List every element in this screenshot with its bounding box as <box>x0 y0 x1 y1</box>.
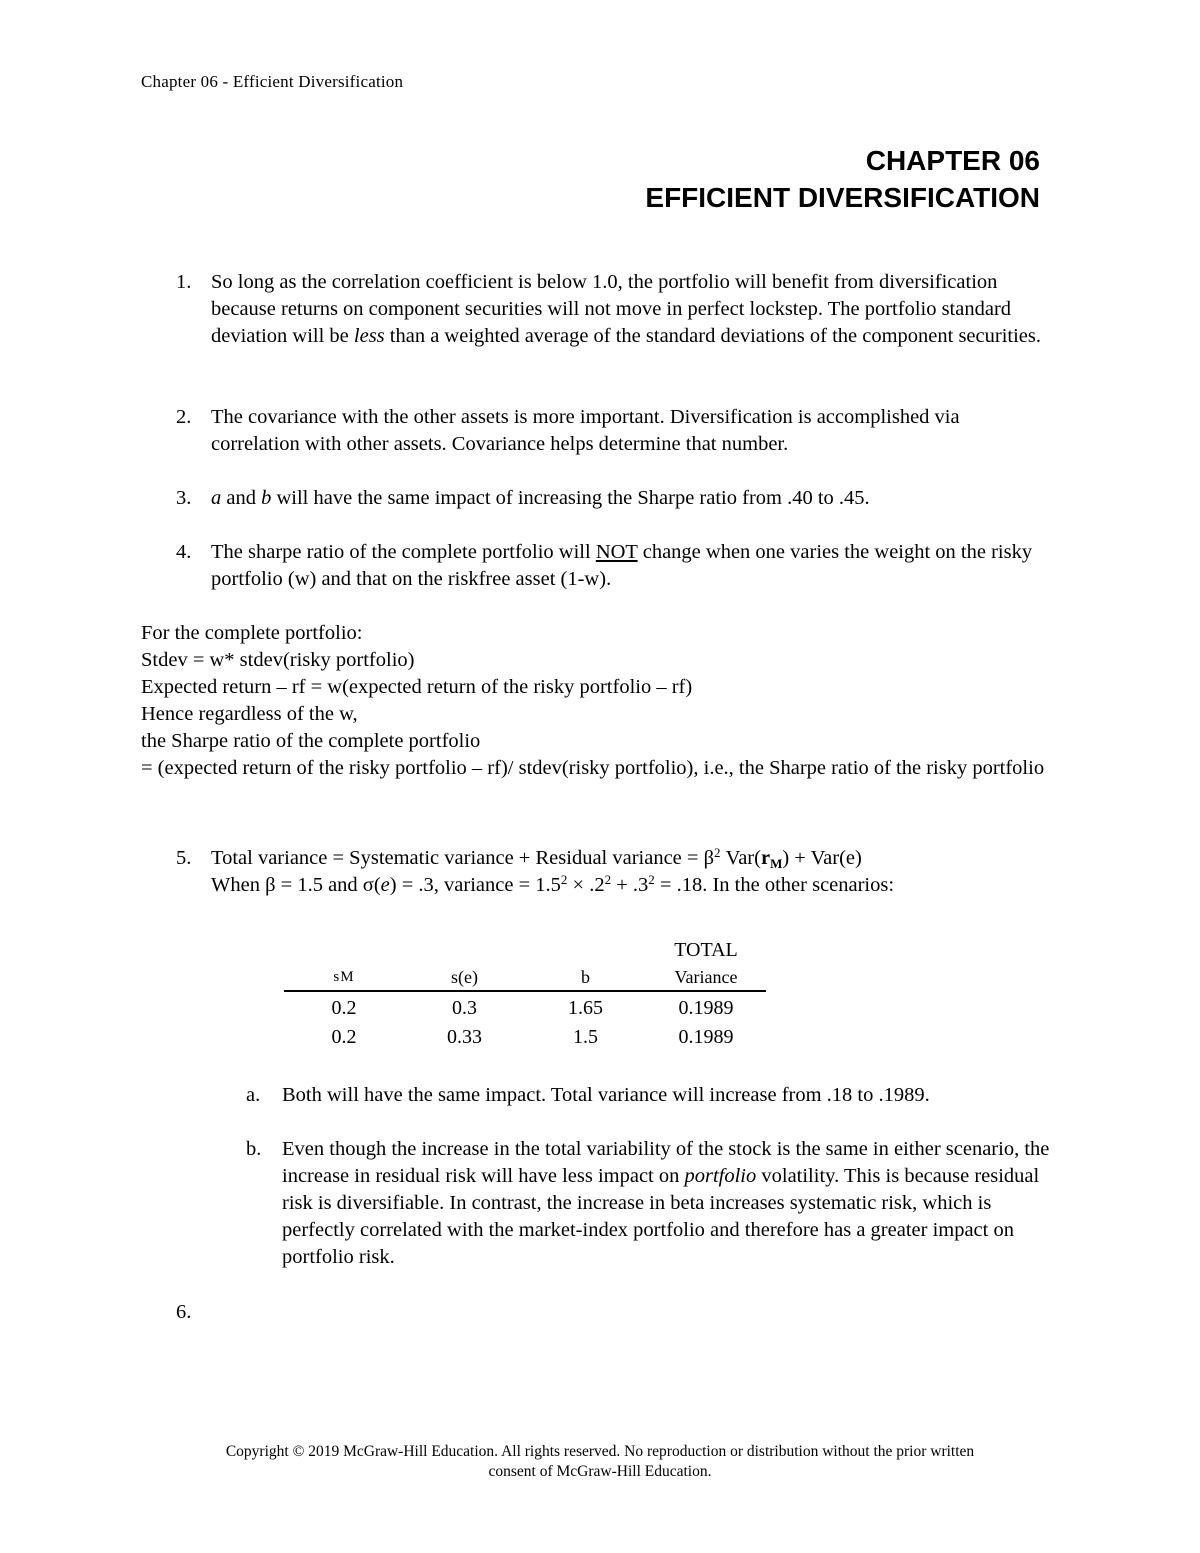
sub-b-emphasis: portfolio <box>684 1165 757 1187</box>
header-b: b <box>581 967 590 987</box>
table-top-header-row <box>284 936 766 964</box>
footer-line-1: Copyright © 2019 McGraw-Hill Education. All rights reserved. No reproduction or distribution without the prior written <box>225 1443 975 1460</box>
item-6-number: 6. <box>176 1301 192 1323</box>
item-4-not: NOT <box>595 541 638 563</box>
cell-variance: 0.1989 <box>678 1026 734 1048</box>
item-2-text: The covariance with the other assets is more important. Diversification is accomplished via correlation with other assets. Covariance helps determine that number. <box>211 406 960 455</box>
variance-table <box>284 936 766 1050</box>
table-row <box>284 992 766 1021</box>
item-1-text <box>211 269 1051 350</box>
header-se: s(e) <box>451 967 478 987</box>
table-header-row <box>284 964 766 992</box>
item-5-line-1: Total variance = Systematic variance + Residual variance = $\beta^2$ $Var(r_M) + Var(e)$ <box>211 845 862 871</box>
item-3-and: and <box>226 487 256 509</box>
item-3-text <box>211 485 1051 512</box>
explanation-line-3: Expected return – rf = w(expected return of the risky portfolio – rf) <box>141 676 693 698</box>
cell-se: 0.3 <box>452 997 477 1019</box>
item-3-tail: will have the same impact of increasing the Sharpe ratio from .40 to .45. <box>276 487 870 509</box>
cell-variance: 0.1989 <box>678 997 734 1019</box>
chapter-title: EFFICIENT DIVERSIFICATION <box>645 182 1040 213</box>
table-row <box>284 1021 766 1050</box>
item-3-b: b <box>261 487 272 509</box>
cell-sm: 0.2 <box>331 1026 357 1048</box>
running-header: Chapter 06 - Efficient Diversification <box>141 72 404 91</box>
explanation-block <box>141 620 1051 782</box>
item-4-pre: The sharpe ratio of the complete portfolio will <box>211 541 591 563</box>
item-5-text <box>211 845 1051 899</box>
header-variance: Variance <box>674 967 738 987</box>
item-1-tail: than a weighted average of the standard deviations of the component securities. <box>389 325 1041 347</box>
item-3-number: 3. <box>176 487 192 509</box>
explanation-line-6: = (expected return of the risky portfolio – rf)/ stdev(risky portfolio), i.e., the Sharpe ratio of the risky portfolio <box>141 757 1045 779</box>
item-4-post: change when one varies the weight on the risky portfolio (w) and that on the riskfree asset (1-w). <box>211 541 1033 590</box>
cell-b: 1.65 <box>568 997 603 1019</box>
copyright-footer <box>0 1442 1200 1482</box>
item-5-number: 5. <box>176 847 192 869</box>
item-1-number: 1. <box>176 271 192 293</box>
item-5-line-2: When β = 1.5 and σ(e) = .3, variance = $1.5^2 \times .2^2 + .3^2 = .18$. In the other scenarios: <box>211 872 895 896</box>
item-3-a: a <box>211 487 222 509</box>
item-4-text <box>211 539 1051 593</box>
sub-a-label: a. <box>246 1084 261 1106</box>
chapter-number: CHAPTER 06 <box>865 145 1040 176</box>
explanation-line-1: For the complete portfolio: <box>141 622 363 644</box>
cell-b: 1.5 <box>573 1026 598 1048</box>
sub-b-pre: Even though the increase in the total variability of the stock is the same in either scenario, the increase in residual risk will have less impact on <box>282 1138 1050 1187</box>
footer-line-2: consent of McGraw-Hill Education. <box>488 1463 712 1480</box>
header-sm: sM <box>333 969 355 985</box>
sub-a-text: Both will have the same impact. Total variance will increase from .18 to .1989. <box>282 1084 930 1106</box>
explanation-line-5: the Sharpe ratio of the complete portfolio <box>141 730 481 752</box>
explanation-line-2: Stdev = w* stdev(risky portfolio) <box>141 649 415 671</box>
item-1-emphasis: less <box>353 325 385 347</box>
sub-b-label: b. <box>246 1138 262 1160</box>
total-label: TOTAL <box>674 939 738 961</box>
cell-se: 0.33 <box>447 1026 482 1048</box>
item-2-number: 2. <box>176 406 192 428</box>
sub-b-text <box>282 1136 1052 1271</box>
item-1-body: So long as the correlation coefficient is below 1.0, the portfolio will benefit from diversification because returns on component securities will not move in perfect lockstep. The portfolio standard deviation will be <box>211 271 1012 347</box>
cell-sm: 0.2 <box>331 997 357 1019</box>
sub-b-post: volatility. This is because residual risk is diversifiable. In contrast, the increase in beta increases systematic risk, which is perfectly correlated with the market-index portfolio and therefore has a greater impact on portfolio risk. <box>282 1165 1040 1268</box>
explanation-line-4: Hence regardless of the w, <box>141 703 358 725</box>
item-4-number: 4. <box>176 541 192 563</box>
